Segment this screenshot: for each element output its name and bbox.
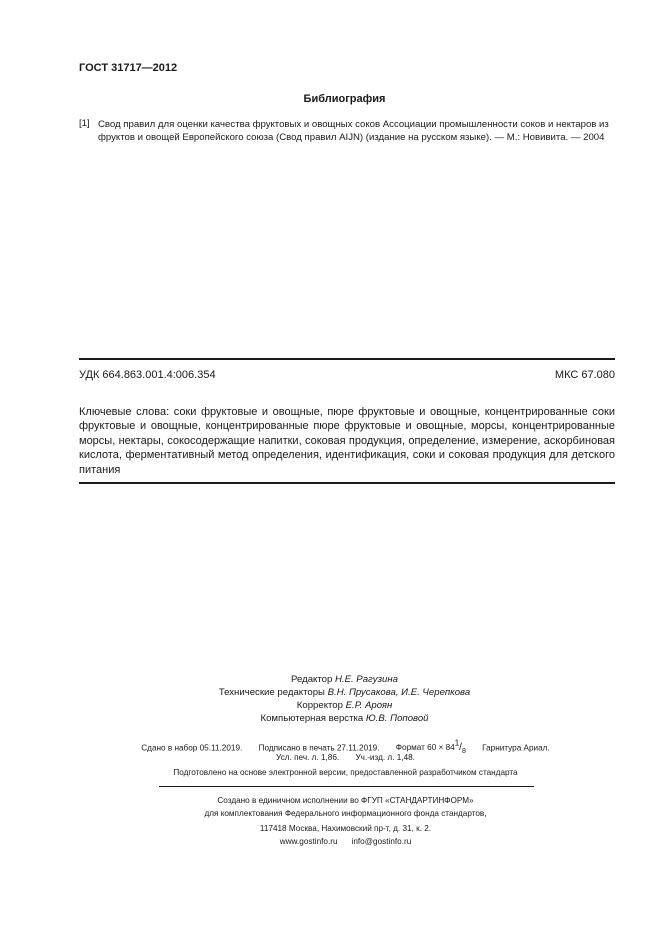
bibliography-item-number: [1] xyxy=(79,118,90,129)
publisher-address: 117418 Москва, Нахимовский пр-т, д. 31, к. 2. xyxy=(259,824,432,833)
print-info-line2 xyxy=(0,753,661,762)
printed-sheets: Усл. печ. л. 1,86. xyxy=(276,753,340,762)
publisher-rule xyxy=(159,786,534,787)
bibliography-title: Библиография xyxy=(303,93,386,105)
publisher-website[interactable]: www.gostinfo.ru xyxy=(279,836,338,846)
publisher-block xyxy=(0,795,661,848)
credit-corrector-name: Е.Р. Ароян xyxy=(345,700,393,711)
credit-layout-name: Ю.В. Поповой xyxy=(365,713,429,724)
signed-for-print: Подписано в печать 27.11.2019. xyxy=(258,743,380,753)
credit-layout-label: Компьютерная верстка xyxy=(260,713,364,724)
credit-tech-editors xyxy=(28,686,661,699)
mks-code: МКС 67.080 xyxy=(554,369,615,381)
bibliography-item-text: Свод правил для оценки качества фруктовых и овощных соков Ассоциации промышленности соков и нектаров из фруктов и овощей Европейского союза (Свод правил AIJN) (издание на русском языке). — М.: Новивита. — 2004 xyxy=(98,119,609,143)
credits-block xyxy=(0,673,661,725)
keywords: Ключевые слова: соки фруктовые и овощные, пюре фруктовые и овощные, концентрированные соки фруктовые и овощные, концентрированные пюре фруктовые и овощные, морсы, концентрированные морсы, нектары, сокосодержащие напитки, соковая продукция, определение, измерение, аскорбиновая кислота, ферментативный метод определения, идентификация, соки и соковая продукция для детского питания xyxy=(79,406,615,476)
credit-tech-label: Технические редакторы xyxy=(218,687,325,698)
bottom-rule xyxy=(79,482,615,484)
standard-designation: ГОСТ 31717—2012 xyxy=(79,62,178,74)
typeface: Гарнитура Ариал. xyxy=(482,743,550,753)
credit-tech-names: В.Н. Прусакова, И.Е. Черепкова xyxy=(327,687,471,698)
credit-layout xyxy=(28,712,661,725)
publisher-sheets: Уч.-изд. л. 1,48. xyxy=(355,753,415,762)
sent-to-typesetting: Сдано в набор 05.11.2019. xyxy=(141,743,243,753)
publisher-line2: для комплектования Федерального информационного фонда стандартов, xyxy=(204,808,487,818)
prepared-note: Подготовлено на основе электронной версии, предоставленной разработчиком стандарта xyxy=(173,768,518,777)
credit-editor-label: Редактор xyxy=(291,674,333,685)
credit-corrector xyxy=(28,699,661,712)
publisher-email[interactable]: info@gostinfo.ru xyxy=(351,836,412,846)
publisher-line1: Создано в единичном исполнении во ФГУП «СТАНДАРТИНФОРМ» xyxy=(217,796,474,805)
credit-corrector-label: Корректор xyxy=(296,700,343,711)
publisher-contacts xyxy=(30,836,661,849)
top-rule xyxy=(79,358,615,360)
udk-code: УДК 664.863.001.4:006.354 xyxy=(79,369,216,381)
paper-format: Формат $60 \times 84^1/_8$ xyxy=(395,739,466,756)
credit-editor xyxy=(28,673,661,686)
credit-editor-name: Н.Е. Рагузина xyxy=(334,674,398,685)
